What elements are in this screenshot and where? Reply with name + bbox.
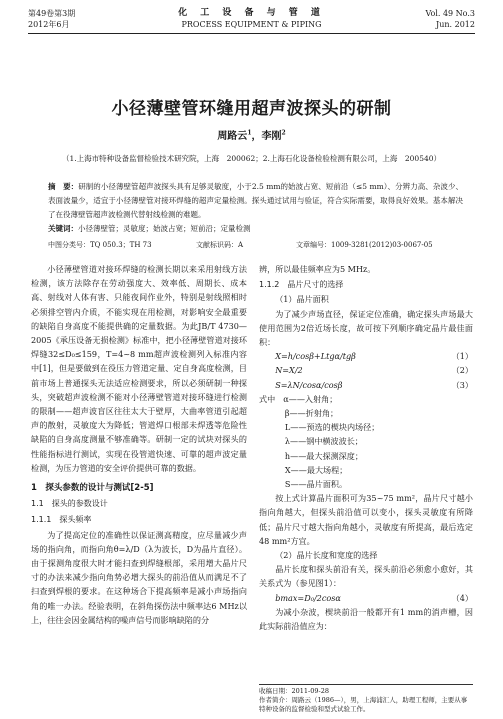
issue-date-en: Jun. 2012 [436,20,475,29]
body-paragraph: 辨，所以最佳频率应为5 MHz。 [259,264,376,274]
clc-number: 中图分类号：TQ 050.3；TH 73 [48,241,152,249]
symbol-definition: X——最大场程； [284,464,348,475]
volume-issue-en: Vol. 49 No.3 [425,9,475,18]
abstract-label: 摘 要： [48,182,79,191]
symbol-definition: β——折射角； [284,408,339,419]
subsubsection-heading: 1.1.1 探头频率 [31,515,92,525]
equation-number: （1） [451,351,473,362]
left-column [31,262,247,627]
equation-number: （2） [451,365,473,376]
symbol-definition: L——预选的楔块内场径； [284,422,380,433]
equation [259,363,473,377]
paper-title: 小径薄壁管环缝用超声波探头的研制 [111,99,392,119]
body-paragraph: 为减小杂波，楔块前沿一般都开有1 mm的消声槽，因此实际前沿值应为： [259,606,473,632]
equation [259,349,473,363]
issue-date: 2012年6月 [28,20,70,29]
header-rule [28,33,475,34]
item-heading: （1）晶片面积 [275,294,329,305]
running-header [28,8,475,42]
header-left [28,8,75,30]
abstract-text: 研制的小径薄壁管超声波探头具有足够灵敏度，小于2.5 mm的始波占宽、短前沿（≤5 mm）、分辨力高、杂波少、表面波量少，适宜于小径薄壁管对接环焊缝的超声定量检测。探头通过试用与验证，符合实际需要，取得良好效果。基本解决了在役薄壁管超声波检测代替射线检测的难题。 [48,182,463,219]
author-affil-mark: 2 [281,129,286,137]
document-code: 文献标识码：A [196,241,244,249]
abstract-block [48,180,463,236]
keywords-label: 关键词： [48,224,78,233]
body-paragraph: 小径薄壁管道对接环焊缝的检测长期以来采用射线方法检测，该方法除存在劳动强度大、效率低、周期长、成本高、射线对人体有害、只能夜间作业外，特别是射线照相时必须排空管内介质，不能实现在用检测，对影响安全最重要的缺陷自身高度不能提供确的定量数据。为此JB/T 4730—2005《承压设备无损检测》标准中，把小径薄壁管道对接环焊缝32≤D₀≤159，T=4~8 mm超声波检测列入标准内容中[1]，但是要做到在役压力管道定量、定自身高度检测，目前市场上普通探头无法适应检测要求，所以必须研制一种探头，突破超声波检测不能对小径薄壁管道对接环缝进行检测的限制——超声波盲区往往太大于壁厚，大曲率管道引起超声的散射，灵敏度大为降低；管道焊口根部未焊透等危险性缺陷的自身高度测量不够准确等。研制一定的试块对探头的性能指标进行测试，实现在役管道快速、可靠的超声波定量检测，为压力管道的安全评价提供可靠的数据。 [31,264,247,473]
body-paragraph: 晶片长度和探头前沿有关，探头前沿必须愈小愈好，其关系式为（参见图1）： [259,564,473,589]
equation [259,378,473,392]
author-list [0,127,503,142]
equation-number: （4） [451,592,473,603]
equation-body: bmax=D₀/2cosα [275,592,341,603]
author-name: 周路云 [217,131,248,142]
journal-name-en: PROCESS EQUIPMENT & PIPING [181,20,322,29]
symbol-definition: λ——钢中横波波长； [284,436,363,447]
equation-body: X=h/cosβ+Ltgα/tgβ [275,351,356,362]
subsection-heading: 1.1 探头的参数设计 [31,499,108,509]
author-affil-mark: 1 [247,129,252,137]
article-number: 文章编号：1009-3281(2012)03-0067-05 [296,241,433,249]
equation [259,591,473,605]
subsubsection-heading: 1.1.2 晶片尺寸的选择 [259,280,344,290]
section-heading: 1 探头参数的设计与测试[2-5] [31,483,154,494]
volume-issue: 第49卷第3期 [28,9,76,18]
symbol-definition: 式中 α——入射角； [259,393,338,404]
journal-name-cn: 化 工 设 备 与 管 道 [178,8,325,18]
item-heading: （2）晶片长度和宽度的选择 [275,550,378,561]
right-column [259,262,473,633]
received-date: 收稿日期：2011-09-28 [259,687,329,695]
body-paragraph: 为了减少声场直径，保证定位准确，确定探头声场最大使用范围为2倍近场长度，故可按下列顺序确定晶片最佳面积： [259,308,473,348]
equation-body: N=X/2 [275,365,303,376]
keywords-text: 小径薄壁管；灵敏度；始波占宽；短前沿；定量检测 [78,224,251,233]
equation-body: S=λN/cosα/cosβ [275,379,343,390]
header-right [425,8,475,30]
symbol-definition: S——晶片面积。 [284,479,348,490]
affiliations: （1.上海市特种设备监督检验技术研究院，上海 200062；2.上海石化设备检验检测有限公司，上海 200540） [61,154,442,163]
body-paragraph: 按上式计算晶片面积可为35~75 mm²，晶片尺寸越小指向角越大，但探头前沿值可以变小，探头灵敏度有所降低；晶片尺寸越大指向角越小，灵敏度有所提高，最后选定48 mm²方宜。 [259,493,473,546]
body-paragraph: 为了提高定位的准确性以保证测高精度，应尽量减少声场的指向角，而指向角θ=λ/D（λ为波长，D为晶片直径）。由于探测角度很大时才能扫查到焊缝根部，采用增大晶片尺寸的办法来减少指向角势必增大探头的前沿值从而满足不了扫查到焊根的要求。在这种场合下提高频率是减小声场指向角的唯一办法。经验表明，在斜角探伤法中频率达6 MHz以上，往往会因金属结构的噪声信号而影响缺陷的分 [31,529,247,625]
author-bio: 作者简介：周路云（1986—），男，上海浦汇人，助理工程师，主要从事特种设备的监督检验和型式试验工作。 [259,696,468,713]
symbol-definition: h——最大探测深度； [284,450,363,461]
header-center [178,8,325,30]
author-separator: ， [251,131,262,142]
footnotes [259,684,473,714]
equation-number: （3） [451,379,473,390]
author-name: 李刚 [261,131,282,142]
